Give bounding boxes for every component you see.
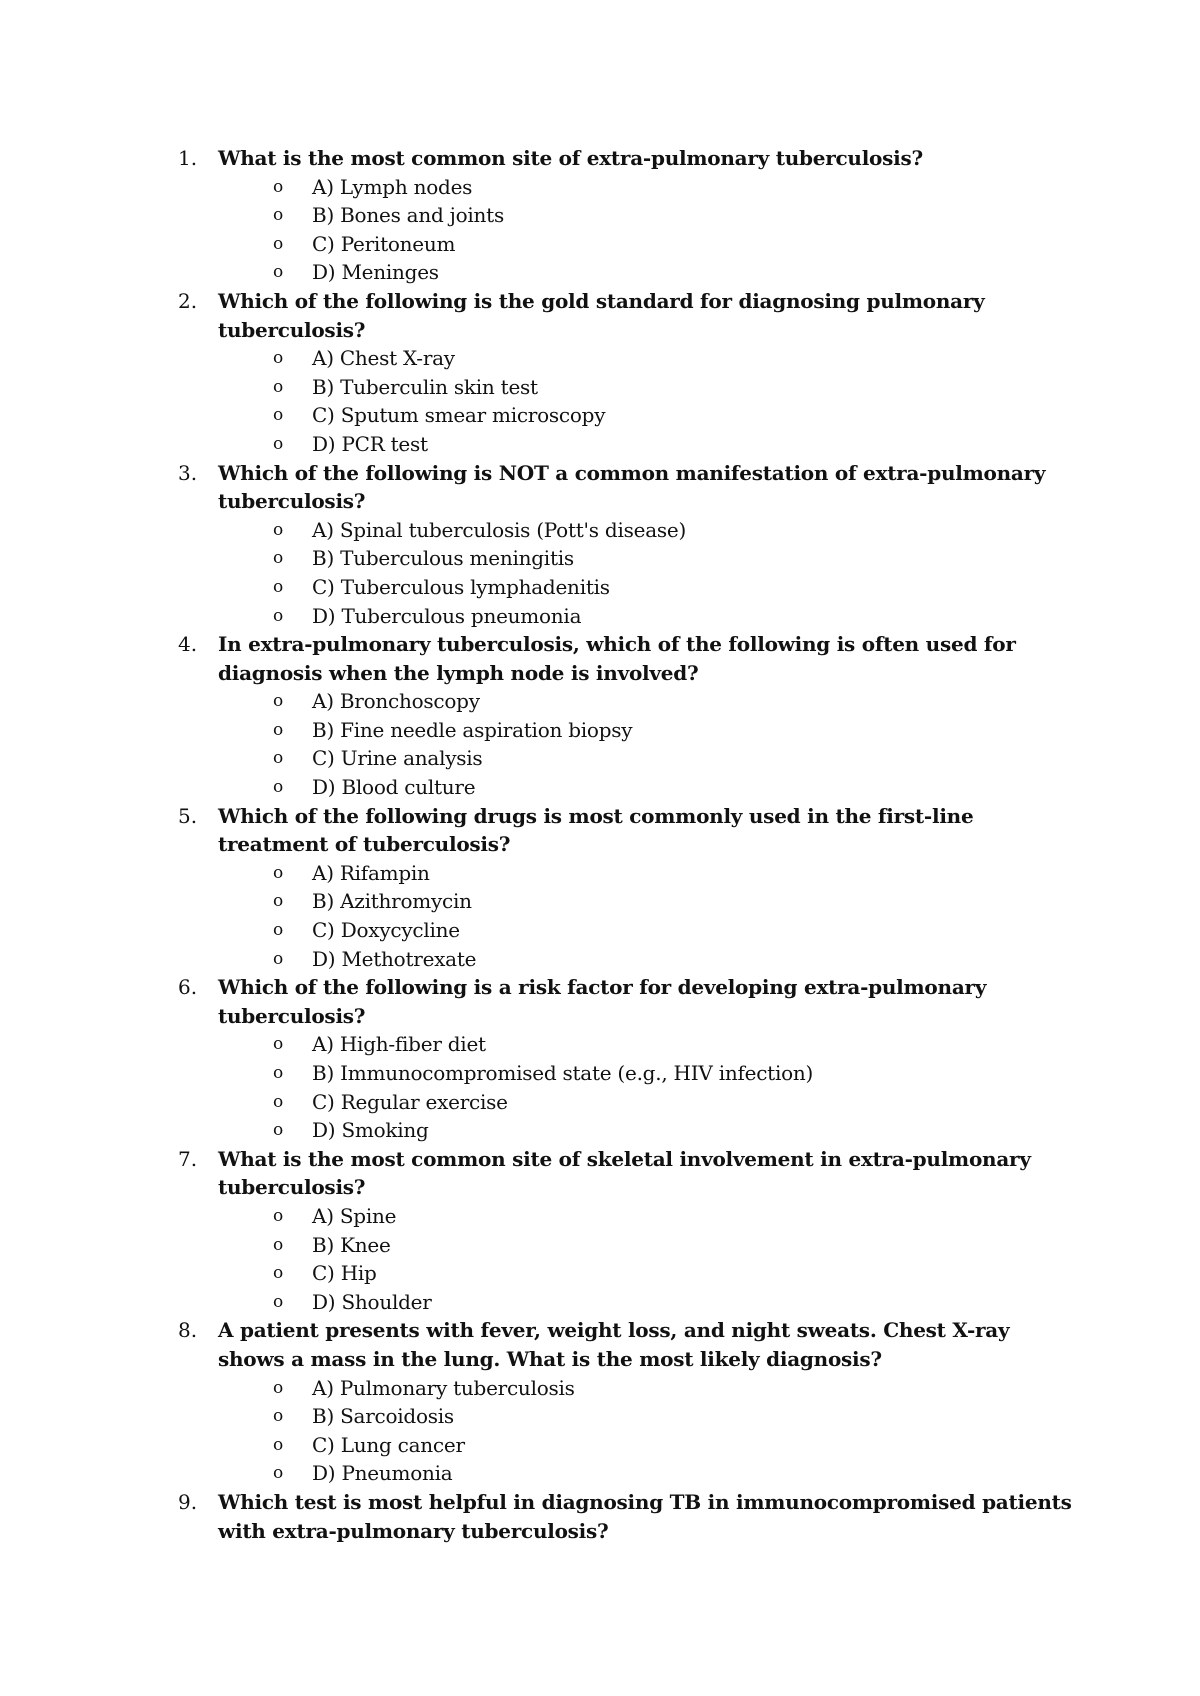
option-text: C) Tuberculous lymphadenitis bbox=[312, 574, 610, 599]
option-item bbox=[218, 516, 1078, 545]
bullet-icon: o bbox=[273, 433, 283, 454]
question-text: Which test is most helpful in diagnosing TB in immunocompromised patients with extra-pulmonary tuberculosis? bbox=[218, 1489, 1072, 1543]
question-item bbox=[178, 630, 1078, 802]
bullet-icon: o bbox=[273, 548, 283, 569]
option-item bbox=[218, 1202, 1078, 1231]
option-list bbox=[218, 1202, 1078, 1316]
option-text: B) Immunocompromised state (e.g., HIV infection) bbox=[312, 1061, 814, 1085]
option-item bbox=[218, 887, 1078, 916]
question-text: A patient presents with fever, weight loss, and night sweats. Chest X-ray shows a mass in the lung. What is the most likely diagnosis? bbox=[218, 1318, 1010, 1371]
question-text: Which of the following is NOT a common manifestation of extra-pulmonary tuberculosis? bbox=[218, 460, 1046, 514]
option-item bbox=[218, 373, 1078, 402]
question-text: Which of the following is a risk factor for developing extra-pulmonary tuberculosis? bbox=[218, 975, 987, 1028]
bullet-icon: o bbox=[273, 233, 283, 254]
option-text: C) Doxycycline bbox=[312, 918, 460, 943]
bullet-icon: o bbox=[273, 777, 283, 798]
bullet-icon: o bbox=[273, 691, 283, 712]
option-item bbox=[218, 859, 1078, 888]
option-text: A) Pulmonary tuberculosis bbox=[312, 1375, 575, 1400]
question-text: Which of the following is the gold standard for diagnosing pulmonary tuberculosis? bbox=[218, 288, 985, 342]
question-number: 3. bbox=[178, 460, 198, 485]
bullet-icon: o bbox=[273, 1205, 283, 1226]
option-item bbox=[218, 1431, 1078, 1460]
bullet-icon: o bbox=[273, 348, 283, 369]
option-text: D) Pneumonia bbox=[312, 1461, 453, 1486]
option-list bbox=[218, 173, 1078, 287]
option-text: B) Bones and joints bbox=[312, 203, 504, 228]
option-item bbox=[218, 945, 1078, 974]
bullet-icon: o bbox=[273, 605, 283, 626]
question-item bbox=[178, 287, 1078, 459]
option-text: B) Tuberculin skin test bbox=[312, 374, 538, 399]
option-text: A) Spinal tuberculosis (Pott's disease) bbox=[312, 517, 687, 542]
bullet-icon: o bbox=[273, 1063, 283, 1083]
option-text: A) Rifampin bbox=[312, 860, 430, 885]
option-text: C) Urine analysis bbox=[312, 746, 483, 771]
question-item bbox=[178, 1145, 1078, 1317]
bullet-icon: o bbox=[273, 748, 283, 769]
bullet-icon: o bbox=[273, 891, 283, 912]
option-list bbox=[218, 859, 1078, 973]
bullet-icon: o bbox=[273, 1091, 283, 1112]
option-text: B) Fine needle aspiration biopsy bbox=[312, 717, 633, 742]
bullet-icon: o bbox=[273, 920, 283, 941]
bullet-icon: o bbox=[273, 205, 283, 226]
option-item bbox=[218, 544, 1078, 573]
bullet-icon: o bbox=[273, 519, 283, 540]
bullet-icon: o bbox=[273, 948, 283, 969]
bullet-icon: o bbox=[273, 719, 283, 740]
question-list bbox=[178, 144, 1078, 1545]
option-item bbox=[218, 573, 1078, 602]
option-text: A) Bronchoscopy bbox=[312, 689, 480, 714]
option-text: B) Tuberculous meningitis bbox=[312, 546, 574, 571]
option-text: A) Chest X-ray bbox=[312, 346, 455, 371]
option-item bbox=[218, 401, 1078, 430]
option-item bbox=[218, 1030, 1078, 1059]
option-text: A) Spine bbox=[312, 1203, 397, 1228]
option-item bbox=[218, 716, 1078, 745]
option-item bbox=[218, 1088, 1078, 1117]
bullet-icon: o bbox=[273, 262, 283, 283]
option-item bbox=[218, 1402, 1078, 1431]
option-text: A) Lymph nodes bbox=[312, 174, 473, 199]
bullet-icon: o bbox=[273, 376, 283, 397]
question-text: In extra-pulmonary tuberculosis, which of the following is often used for diagnosis when the lymph node is involved? bbox=[218, 632, 1016, 685]
bullet-icon: o bbox=[273, 1291, 283, 1312]
option-text: B) Azithromycin bbox=[312, 889, 472, 914]
bullet-icon: o bbox=[273, 576, 283, 597]
option-item bbox=[218, 1259, 1078, 1288]
question-number: 4. bbox=[178, 632, 198, 657]
option-item bbox=[218, 744, 1078, 773]
option-text: A) High-fiber diet bbox=[312, 1032, 486, 1057]
bullet-icon: o bbox=[273, 1463, 283, 1484]
option-item bbox=[218, 687, 1078, 716]
option-text: B) Knee bbox=[312, 1232, 391, 1257]
option-list bbox=[218, 344, 1078, 458]
question-item bbox=[178, 802, 1078, 974]
option-text: D) Shoulder bbox=[312, 1289, 432, 1314]
option-text: C) Peritoneum bbox=[312, 231, 456, 256]
question-number: 6. bbox=[178, 975, 198, 1000]
option-text: D) Smoking bbox=[312, 1118, 429, 1143]
question-text: What is the most common site of skeletal involvement in extra-pulmonary tuberculosis? bbox=[218, 1146, 1031, 1200]
question-item bbox=[178, 1316, 1078, 1488]
question-number: 5. bbox=[178, 803, 198, 828]
option-list bbox=[218, 1030, 1078, 1144]
option-text: C) Lung cancer bbox=[312, 1432, 465, 1457]
option-item bbox=[218, 1288, 1078, 1317]
question-number: 8. bbox=[178, 1318, 198, 1343]
option-item bbox=[218, 344, 1078, 373]
option-item bbox=[218, 201, 1078, 230]
option-text: C) Sputum smear microscopy bbox=[312, 403, 606, 428]
option-item bbox=[218, 602, 1078, 631]
option-text: C) Hip bbox=[312, 1261, 377, 1286]
option-item bbox=[218, 1374, 1078, 1403]
option-text: D) Meninges bbox=[312, 260, 439, 285]
bullet-icon: o bbox=[273, 1234, 283, 1255]
bullet-icon: o bbox=[273, 1120, 283, 1141]
question-item bbox=[178, 1488, 1078, 1545]
option-item bbox=[218, 230, 1078, 259]
option-text: D) Methotrexate bbox=[312, 946, 477, 971]
question-number: 2. bbox=[178, 288, 198, 313]
option-item bbox=[218, 1459, 1078, 1488]
option-item bbox=[218, 1116, 1078, 1145]
bullet-icon: o bbox=[273, 176, 283, 197]
option-list bbox=[218, 1374, 1078, 1488]
question-text: What is the most common site of extra-pulmonary tuberculosis? bbox=[218, 146, 923, 170]
bullet-icon: o bbox=[273, 862, 283, 883]
option-item bbox=[218, 1059, 1078, 1088]
option-list bbox=[218, 516, 1078, 630]
option-item bbox=[218, 430, 1078, 459]
option-text: D) Tuberculous pneumonia bbox=[312, 603, 582, 628]
bullet-icon: o bbox=[273, 1434, 283, 1455]
option-text: D) Blood culture bbox=[312, 775, 476, 800]
question-number: 7. bbox=[178, 1146, 198, 1171]
question-item bbox=[178, 144, 1078, 287]
option-text: D) PCR test bbox=[312, 431, 428, 456]
question-item bbox=[178, 459, 1078, 631]
bullet-icon: o bbox=[273, 1263, 283, 1284]
option-text: C) Regular exercise bbox=[312, 1089, 508, 1114]
bullet-icon: o bbox=[273, 405, 283, 426]
bullet-icon: o bbox=[273, 1034, 283, 1055]
question-number: 1. bbox=[178, 146, 198, 170]
bullet-icon: o bbox=[273, 1377, 283, 1398]
question-item bbox=[178, 973, 1078, 1145]
bullet-icon: o bbox=[273, 1406, 283, 1427]
option-item bbox=[218, 773, 1078, 802]
option-item bbox=[218, 258, 1078, 287]
option-text: B) Sarcoidosis bbox=[312, 1404, 454, 1429]
option-item bbox=[218, 173, 1078, 202]
option-item bbox=[218, 1231, 1078, 1260]
question-text: Which of the following drugs is most commonly used in the first-line treatment of tuberculosis? bbox=[218, 803, 974, 857]
option-list bbox=[218, 687, 1078, 801]
question-number: 9. bbox=[178, 1489, 198, 1514]
option-item bbox=[218, 916, 1078, 945]
